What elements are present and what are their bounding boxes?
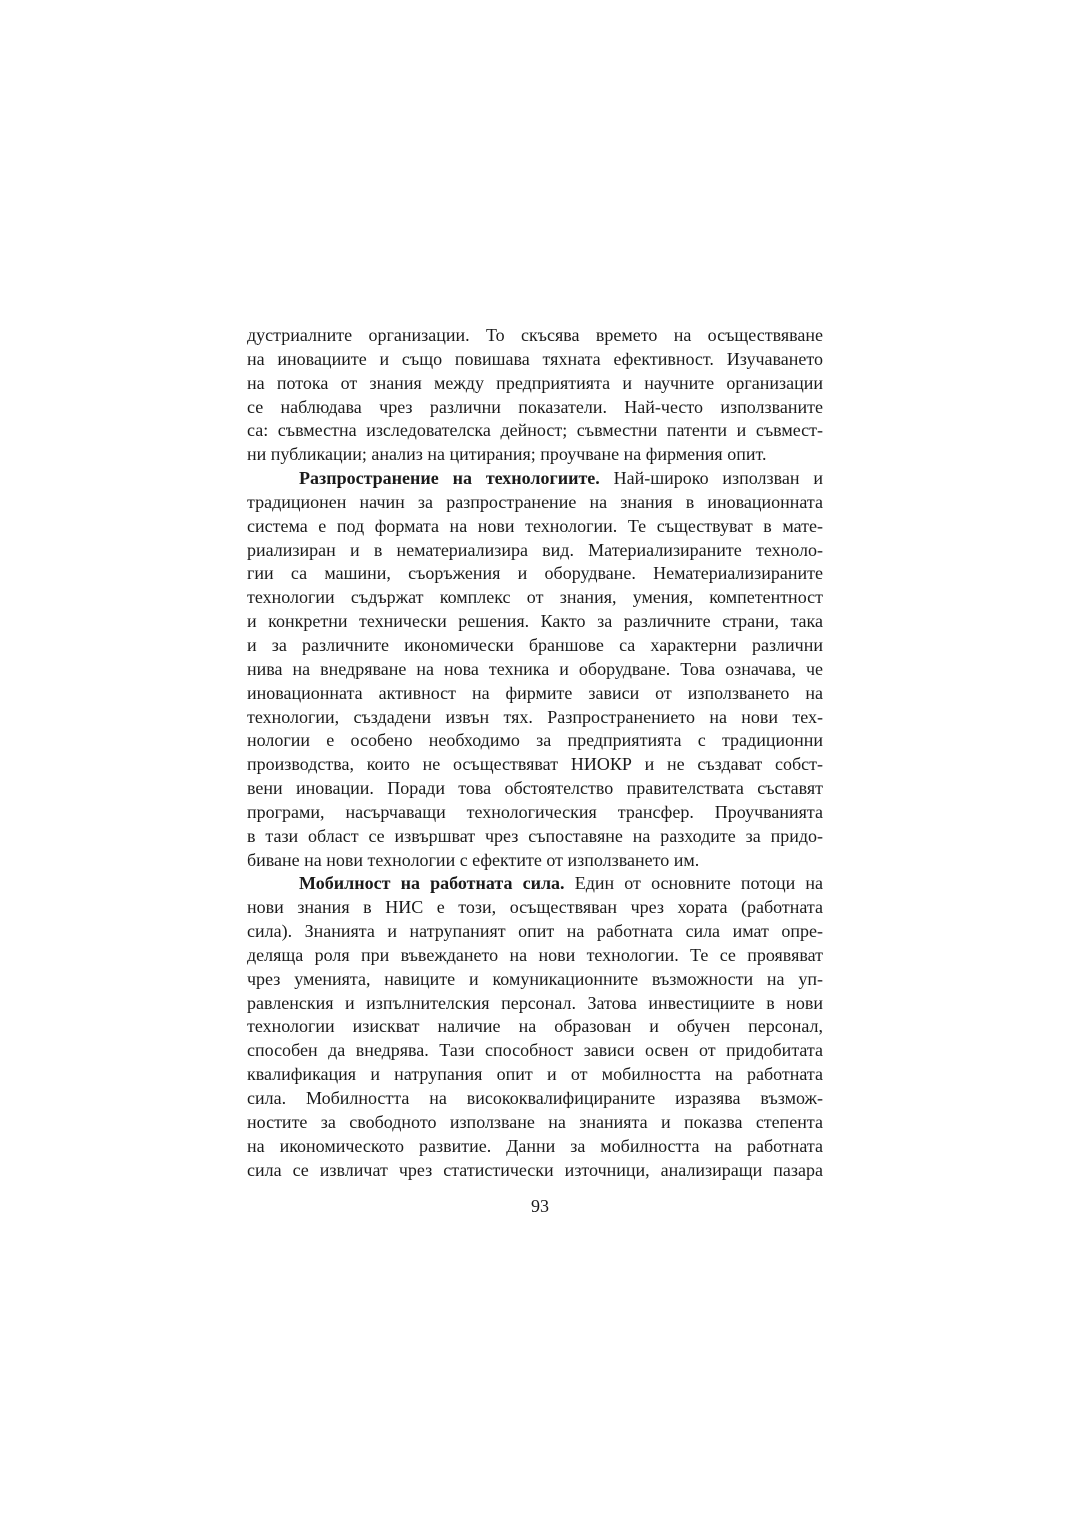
text-line: технологии съдържат комплекс от знания, умения, компетентност xyxy=(247,587,823,608)
text-line: и конкретни технически решения. Както за различните страни, така xyxy=(247,611,823,632)
page-number: 93 xyxy=(531,1196,549,1216)
text-line: нологии е особено необходимо за предприятията с традиционни xyxy=(247,730,823,751)
text-line: сила). Знанията и натрупаният опит на работната сила имат опре- xyxy=(247,921,823,942)
text-line: гии са машини, съоръжения и оборудване. Нематериализираните xyxy=(247,563,823,584)
text-line: вени иновации. Поради това обстоятелство правителствата съставят xyxy=(247,778,823,799)
text-line: технологии изискват наличие на образован и обучен персонал, xyxy=(247,1016,823,1037)
text-line: равленския и изпълнителския персонал. Затова инвестициите в нови xyxy=(247,992,823,1013)
body-text xyxy=(247,324,823,1182)
text-line: ностите за свободното използване на знанията и показва степента xyxy=(247,1111,823,1132)
text-line: деляща роля при въвеждането на нови технологии. Те се проявяват xyxy=(247,944,823,965)
text-line: способен да внедрява. Тази способност зависи освен от придобитата xyxy=(247,1040,823,1061)
paragraph-2 xyxy=(247,467,823,872)
paragraph-3 xyxy=(247,872,823,1182)
text-line: дустриалните организации. То скъсява времето на осъществяване xyxy=(247,325,823,345)
text-line-with-heading xyxy=(247,467,823,491)
text-line: програми, насърчаващи технологическия трансфер. Проучванията xyxy=(247,801,823,822)
text-line: се наблюдава чрез различни показатели. Най-често използваните xyxy=(247,396,823,417)
section-heading: Мобилност на работната сила. xyxy=(299,873,565,894)
text-line: в тази област се извършват чрез съпоставяне на разходите за придо- xyxy=(247,825,823,846)
text-line: на икономическото развитие. Данни за мобилността на работната xyxy=(247,1135,823,1156)
text-line: производства, които не осъществяват НИОКР и не създават собст- xyxy=(247,754,823,775)
text-line: технологии, създадени извън тях. Разпространението на нови тех- xyxy=(247,706,823,727)
text-line: квалификация и натрупания опит и от мобилността на работната xyxy=(247,1064,823,1085)
text-line: риализиран и в нематериализира вид. Материализираните техноло- xyxy=(247,539,823,560)
section-heading: Разпространение на технологиите. xyxy=(299,468,600,489)
heading-line-text: Най-широко използван и xyxy=(599,468,823,489)
text-line: иновационната активност на фирмите зависи от използването на xyxy=(247,682,823,703)
text-line: биване на нови технологии с ефектите от използването им. xyxy=(247,849,700,870)
text-line: ни публикации; анализ на цитирания; проучване на фирмения опит. xyxy=(247,444,767,465)
text-line: чрез уменията, навиците и комуникационните възможности на уп- xyxy=(247,968,823,989)
text-line: и за различните икономически браншове са характерни различни xyxy=(247,634,823,655)
heading-line-text: Един от основните потоци на xyxy=(564,873,823,894)
text-line-with-heading xyxy=(247,872,823,896)
text-line: нива на внедряване на нова техника и оборудване. Това означава, че xyxy=(247,658,823,679)
text-line: на иновациите и също повишава тяхната ефективност. Изучаването xyxy=(247,348,823,369)
text-line: на потока от знания между предприятията и научните организации xyxy=(247,372,823,393)
text-line: сила. Мобилността на висококвалифицираните изразява възмож- xyxy=(247,1088,823,1108)
text-line: традиционен начин за разпространение на знания в иновационната xyxy=(247,491,823,512)
paragraph-1 xyxy=(247,324,823,467)
text-line: система е под формата на нови технологии. Те съществуват в мате- xyxy=(247,515,823,536)
text-line: са: съвместна изследователска дейност; съвместни патенти и съвмест- xyxy=(247,420,823,441)
text-line: нови знания в НИС е този, осъществяван чрез хората (работната xyxy=(247,897,823,918)
text-line: сила се извличат чрез статистически източници, анализиращи пазара xyxy=(247,1159,823,1180)
